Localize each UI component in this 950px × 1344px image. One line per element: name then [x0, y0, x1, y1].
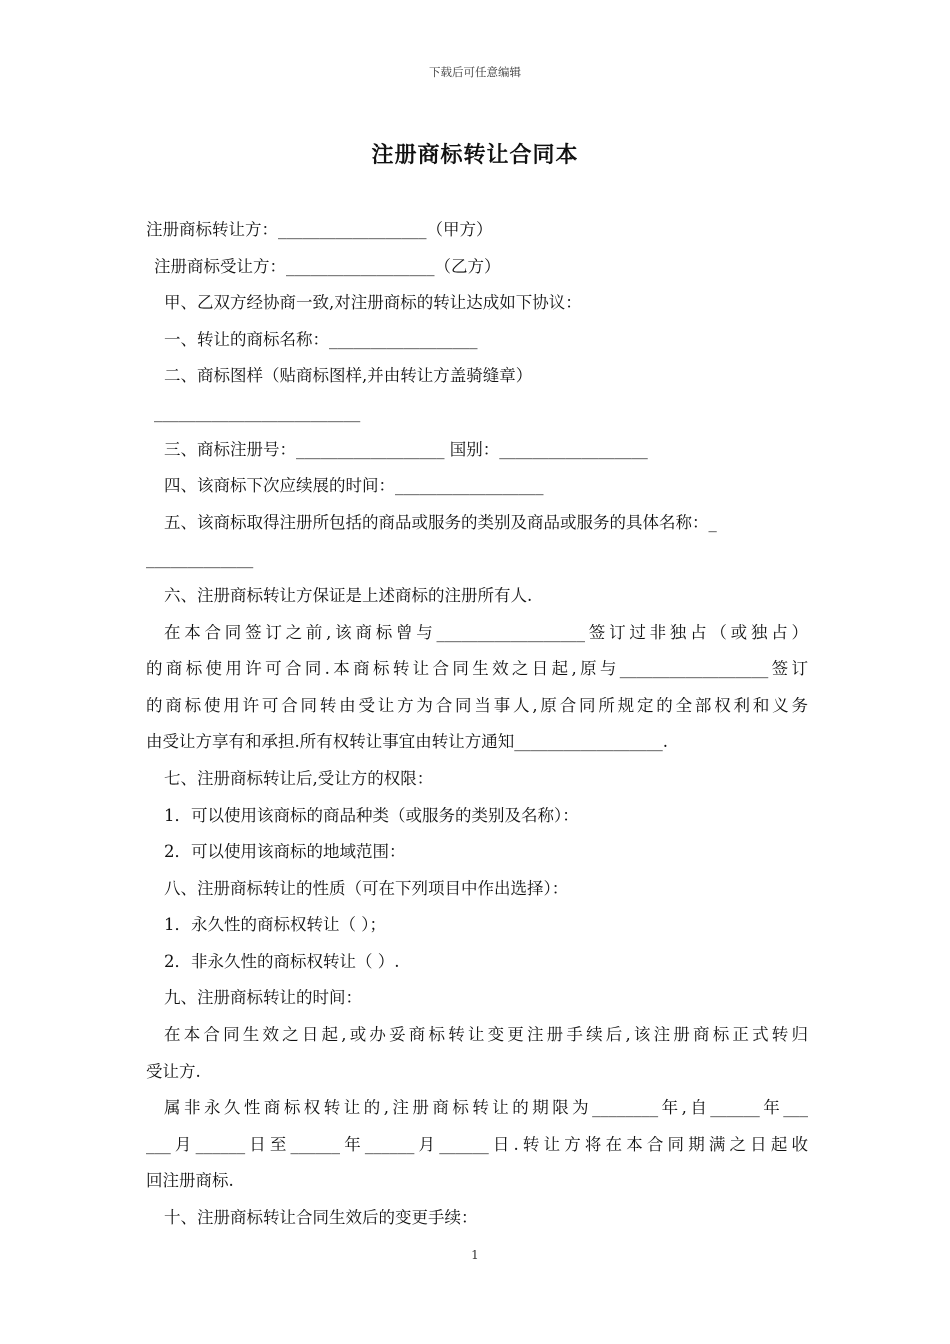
contract-body	[146, 212, 808, 1237]
clause-7-heading: 七、注册商标转让后,受让方的权限：	[164, 768, 434, 788]
clause-6-paragraph-line-3: 的商标使用许可合同转由受让方为合同当事人,原合同所规定的全部权利和义务	[146, 695, 808, 715]
agreement-intro: 甲、乙双方经协商一致,对注册商标的转让达成如下协议：	[164, 293, 582, 313]
clause-9-term-line-3: 回注册商标.	[146, 1171, 234, 1191]
page-number: 1	[471, 1248, 479, 1262]
clause-7-item-1: 1．可以使用该商标的商品种类（或服务的类别及名称）：	[164, 805, 579, 825]
clause-8-item-1: 1．永久性的商标权转让（ ）；	[164, 915, 386, 935]
document-title: 注册商标转让合同本	[371, 142, 579, 168]
clause-8-heading: 八、注册商标转让的性质（可在下列项目中作出选择）：	[164, 878, 569, 898]
clause-5-blank: _____________	[146, 549, 254, 569]
clause-1-trademark-name: 一、转让的商标名称：__________________	[164, 329, 478, 349]
clause-2-trademark-design: 二、商标图样（贴商标图样,并由转让方盖骑缝章）	[164, 366, 533, 386]
transferor-line: 注册商标转让方：__________________（甲方）	[146, 220, 493, 239]
clause-6-paragraph-line-4: 由受让方享有和承担.所有权转让事宜由转让方通知__________________.	[146, 732, 668, 752]
clause-9-term-line-1: 属非永久性商标权转让的,注册商标转让的期限为________年,自______年___	[164, 1098, 808, 1118]
clause-3-registration-number: 三、商标注册号：__________________ 国别：__________________	[164, 439, 648, 459]
clause-6-paragraph-line-2: 的商标使用许可合同.本商标转让合同生效之日起,原与__________________签订	[146, 659, 808, 679]
clause-10-heading: 十、注册商标转让合同生效后的变更手续：	[164, 1208, 478, 1228]
clause-7-item-2: 2．可以使用该商标的地域范围：	[164, 842, 406, 862]
clause-6-ownership: 六、注册商标转让方保证是上述商标的注册所有人.	[164, 585, 533, 605]
clause-9-heading: 九、注册商标转让的时间：	[164, 988, 362, 1008]
clause-5-goods-services: 五、该商标取得注册所包括的商品或服务的类别及商品或服务的具体名称：_	[164, 512, 717, 532]
page-header-note: 下载后可任意编辑	[429, 65, 521, 79]
clause-9-paragraph-line-2: 受让方.	[146, 1061, 201, 1081]
clause-6-paragraph-line-1: 在本合同签订之前,该商标曾与__________________签订过非独占（或独占）	[164, 622, 808, 642]
clause-8-item-2: 2．非永久性的商标权转让（ ）.	[164, 951, 400, 971]
clause-9-paragraph-line-1: 在本合同生效之日起,或办妥商标转让变更注册手续后,该注册商标正式转归	[164, 1025, 808, 1045]
clause-4-renewal-time: 四、该商标下次应续展的时间：__________________	[164, 476, 544, 496]
clause-9-term-line-2: ___月______日至______年______月______日.转让方将在本合同期满之日起收	[146, 1134, 808, 1154]
clause-2-blank: _________________________	[154, 402, 361, 422]
transferee-line: 注册商标受让方：__________________（乙方）	[154, 256, 501, 276]
